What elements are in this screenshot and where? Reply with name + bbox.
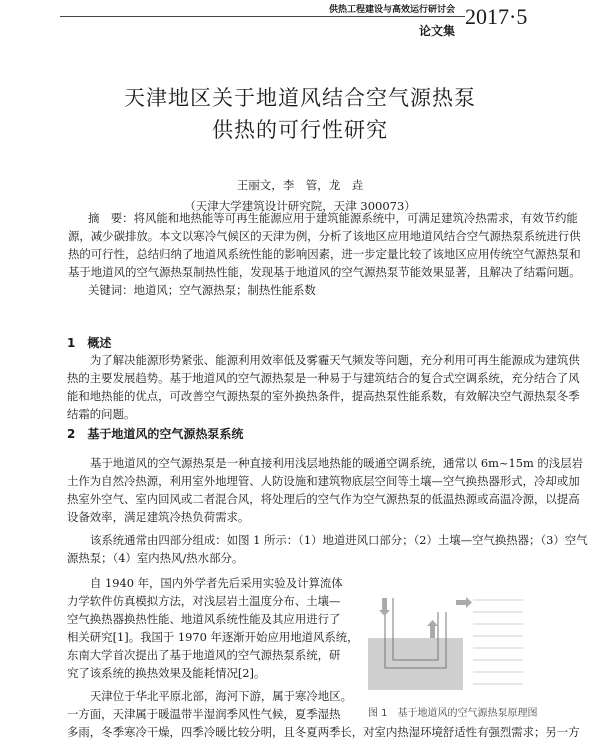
body-line: 源热泵；（4）室内热风/热水部分。 [67, 551, 244, 565]
body-line: 究了该系统的换热效果及能耗情况[2]。 [67, 666, 266, 680]
abstract-line: 摘 要：将风能和地热能等可再生能源应用于建筑能源系统中，可满足建筑冷热需求，有效节约能 [88, 211, 578, 225]
supply-arrowhead-icon [466, 597, 472, 608]
body-line: 多雨，冬季寒冷干燥，四季冷暖比较分明，且冬夏两季长，对室内热湿环境舒适性有强烈需求；另一方 [67, 725, 580, 739]
figure-1-diagram [368, 590, 528, 690]
body-line: 为了解决能源形势紧张、能源利用效率低及雾霾天气频发等问题，充分利用可再生能源成为建筑供 [90, 353, 580, 367]
conference-name: 供热工程建设与高效运行研讨会 [328, 5, 455, 15]
body-line: 空气换热器换热性能、地道风系统性能及其应用进行了 [67, 612, 341, 626]
abstract-line: 基于地道风的空气源热泵制热性能，发现基于地道风的空气源热泵节能效果显著，且解决了结霜问题。 [68, 265, 581, 279]
outlet-arrowhead-icon [427, 620, 438, 626]
body-line: 设备效率，满足建筑冷热负荷需求。 [67, 510, 250, 524]
building-floors [473, 600, 523, 684]
abstract-line: 热的可行性，总结归纳了地道风系统性能的影响因素，进一步定量比较了该地区应用传统空气源热泵和 [68, 247, 581, 261]
body-line: 该系统通常由四部分组成：如图 1 所示：（1）地道进风口部分；（2）土壤—空气换热器；（3）空气 [90, 533, 588, 547]
authors: 王丽文，李 管，龙 垚 [236, 178, 364, 192]
body-line: 能和地热能的优点，可改善空气源热泵的室外换热条件，提高热泵性能系数，有效解决空气源热泵冬季 [67, 389, 580, 403]
body-line: 东南大学首次提出了基于地道风的空气源热泵系统，研 [67, 648, 341, 662]
body-line: 力学软件仿真模拟方法，对浅层岩土温度分布、土壤— [67, 594, 341, 608]
inlet-arrowhead-icon [379, 610, 390, 616]
header-rule [60, 16, 465, 17]
paper-title-line-1: 天津地区关于地道风结合空气源热泵 [124, 86, 476, 110]
body-line: 天津位于华北平原北部，海河下游，属于寒冷地区。 [90, 689, 352, 703]
body-line: 土作为自然冷热源，利用室外地埋管、人防设施和建筑物底层空间等土壤—空气换热器形式，冷却或加 [67, 474, 580, 488]
body-line: 相关研究[1]。我国于 1970 年逐渐开始应用地道风系统， [67, 630, 359, 644]
figure-1-caption: 图 1 基于地道风的空气源热泵原理图 [368, 708, 538, 719]
paper-title-line-2: 供热的可行性研究 [212, 118, 388, 142]
body-line: 结霜的问题。 [67, 407, 136, 421]
supply-arrow-icon [456, 600, 466, 605]
section-2-heading: 2 基于地道风的空气源热泵系统 [67, 427, 244, 441]
abstract-line: 源，减少碳排放。本文以寒冷气候区的天津为例，分析了该地区应用地道风结合空气源热泵系统进行供 [68, 229, 581, 243]
section-1-heading: 1 概述 [67, 336, 112, 350]
body-line: 热的主要发展趋势。基于地道风的空气源热泵是一种易于与建筑结合的复合式空调系统，充分结合了风 [67, 371, 580, 385]
body-line: 基于地道风的空气源热泵是一种直接利用浅层地热能的暖通空调系统，通常以 6m~15m 的浅层岩 [90, 456, 583, 470]
body-line: 自 1940 年，国内外学者先后采用实验及计算流体 [90, 576, 343, 590]
body-line: 一方面，天津属于暖温带半湿润季风性气候，夏季湿热 [67, 707, 341, 721]
keywords: 关键词：地道风；空气源热泵；制热性能系数 [88, 283, 316, 297]
collection-label: 论文集 [418, 24, 455, 38]
outlet-arrow-icon [430, 626, 435, 638]
issue-year: 2017·5 [465, 4, 528, 29]
body-line: 热室外空气、室内回风或二者混合风，将处理后的空气作为空气源热泵的低温热源或高温冷源，以提高 [67, 492, 580, 506]
inlet-arrow-icon [382, 598, 387, 610]
soil-block [368, 638, 463, 690]
affiliation: （天津大学建筑设计研究院，天津 300073） [184, 199, 416, 213]
